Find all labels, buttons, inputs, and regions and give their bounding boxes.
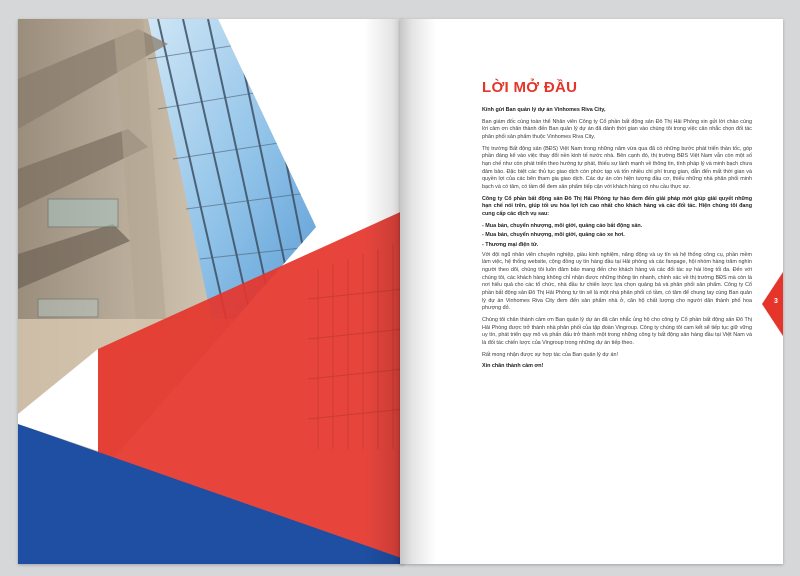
services-list bbox=[482, 223, 752, 250]
intro-text-column bbox=[482, 79, 752, 375]
page-number-tab bbox=[762, 272, 786, 336]
paragraph-4: Chúng tôi chân thành cảm ơn Ban quản lý dự án đã cân nhắc ủng hộ cho công ty Cổ phần bất động sản Đô Thị Hải Phòng được trở thành nhà phân phối của tập đoàn Vingroup. Công ty chúng tôi cam kết sẽ tiếp tục giữ vững uy tín, phát triển quy mô và phấn đấu trở thành một trong những công ty bất động sản hàng đầu tại Việt Nam và là đối tác chiến lược của Vingroup trong những dự án tiếp theo. bbox=[482, 317, 752, 347]
page-number: 3 bbox=[774, 298, 778, 305]
bold-intro: Công ty Cổ phần bất động sản Đô Thị Hải Phòng tự hào đem đến giải pháp mới giúp giải quyết những hạn chế nói trên, giúp tối ưu hóa lợi ích cao nhất cho khách hàng và các đối tác. Hiện chúng tôi đang cung cấp các dịch vụ sau: bbox=[482, 195, 752, 218]
service-item: - Mua bán, chuyển nhượng, môi giới, quảng cáo bất động sản. bbox=[482, 222, 643, 229]
salutation: Kính gửi Ban quản lý dự án Vinhomes Riva City, bbox=[482, 107, 606, 113]
page-heading: LỜI MỞ ĐẦU bbox=[482, 79, 578, 96]
cover-artwork bbox=[18, 19, 404, 564]
closing: Xin chân thành cảm ơn! bbox=[482, 363, 544, 370]
service-item: - Thương mại điện tử. bbox=[482, 242, 539, 249]
paragraph-5: Rất mong nhận được sự hợp tác của Ban quản lý dự án! bbox=[482, 351, 618, 358]
left-page bbox=[18, 19, 404, 564]
right-page bbox=[400, 19, 783, 564]
paragraph-1: Ban giám đốc cùng toàn thể Nhân viên Công ty Cổ phần bất động sản Đô Thị Hải Phòng xin gửi lời chào cùng lời cảm ơn chân thành đến Ban quản lý dự án đã dành thời gian vào chúng tôi trong việc cân nhắc chọn đối tác phân phối sản phẩm thuộc Vinhomes Riva City. bbox=[482, 118, 752, 141]
service-item: - Mua bán, chuyển nhượng, môi giới, quảng cáo xe hơi. bbox=[482, 232, 625, 239]
right-gutter-shadow bbox=[400, 19, 436, 564]
paragraph-2: Thị trường Bất động sản (BĐS) Việt Nam trong những năm vừa qua đã có những bước phát triển thần tốc, góp phần đáng kể vào việc thay đổi nền kinh tế nước nhà. Bên cạnh đó, thị trường BĐS Việt Nam vẫn còn một số hạn chế như còn phát triển theo hướng tự phát, thiếu sự lành mạnh về thông tin, tính pháp lý và minh bạch chưa đảm bảo. Đặc biệt các thủ tục giao dịch còn phức tạp và tốn nhiều chi phí trung gian, dẫn đến mất thời gian và quyền lợi của các bên tham gia giao dịch. Các dự án còn hiện tượng đầu cơ, thiếu những nhà phân phối minh bạch và có tâm, có tầm để đem sản phẩm tiếp cận với khách hàng có nhu cầu thực sự. bbox=[482, 145, 752, 191]
paragraph-3: Với đội ngũ nhân viên chuyên nghiệp, giàu kinh nghiệm, năng động và uy tín và hệ thống công cụ, phần mềm làm việc, hệ thống website, cộng đồng uy tín hàng đầu tại Hải phòng và các fanpage, hội nhóm hàng trăm nghìn người theo dõi, chúng tôi luôn đảm bảo mang đến cho khách hàng và các đối tác sự hài lòng tối đa. Đến với chúng tôi, các khách hàng không chỉ nhận được những thông tin nhanh, chính xác về thị trường BĐS mà còn là nơi hiểu quả cho các tổ chức, nhà đầu tư chiến lược lựa chọn quảng bá và phân phối sản phẩm. Công ty Cổ phần bất động sản Đô Thị Hải Phòng tự tin sẽ là một nhà phân phối có tầm, có tâm để chung tay cùng Ban quản lý dự án Vinhomes Riva City đem đến sản phẩm nhà ở, căn hộ chất lượng cho người dân thành phố hoa phượng đỏ. bbox=[482, 251, 752, 312]
